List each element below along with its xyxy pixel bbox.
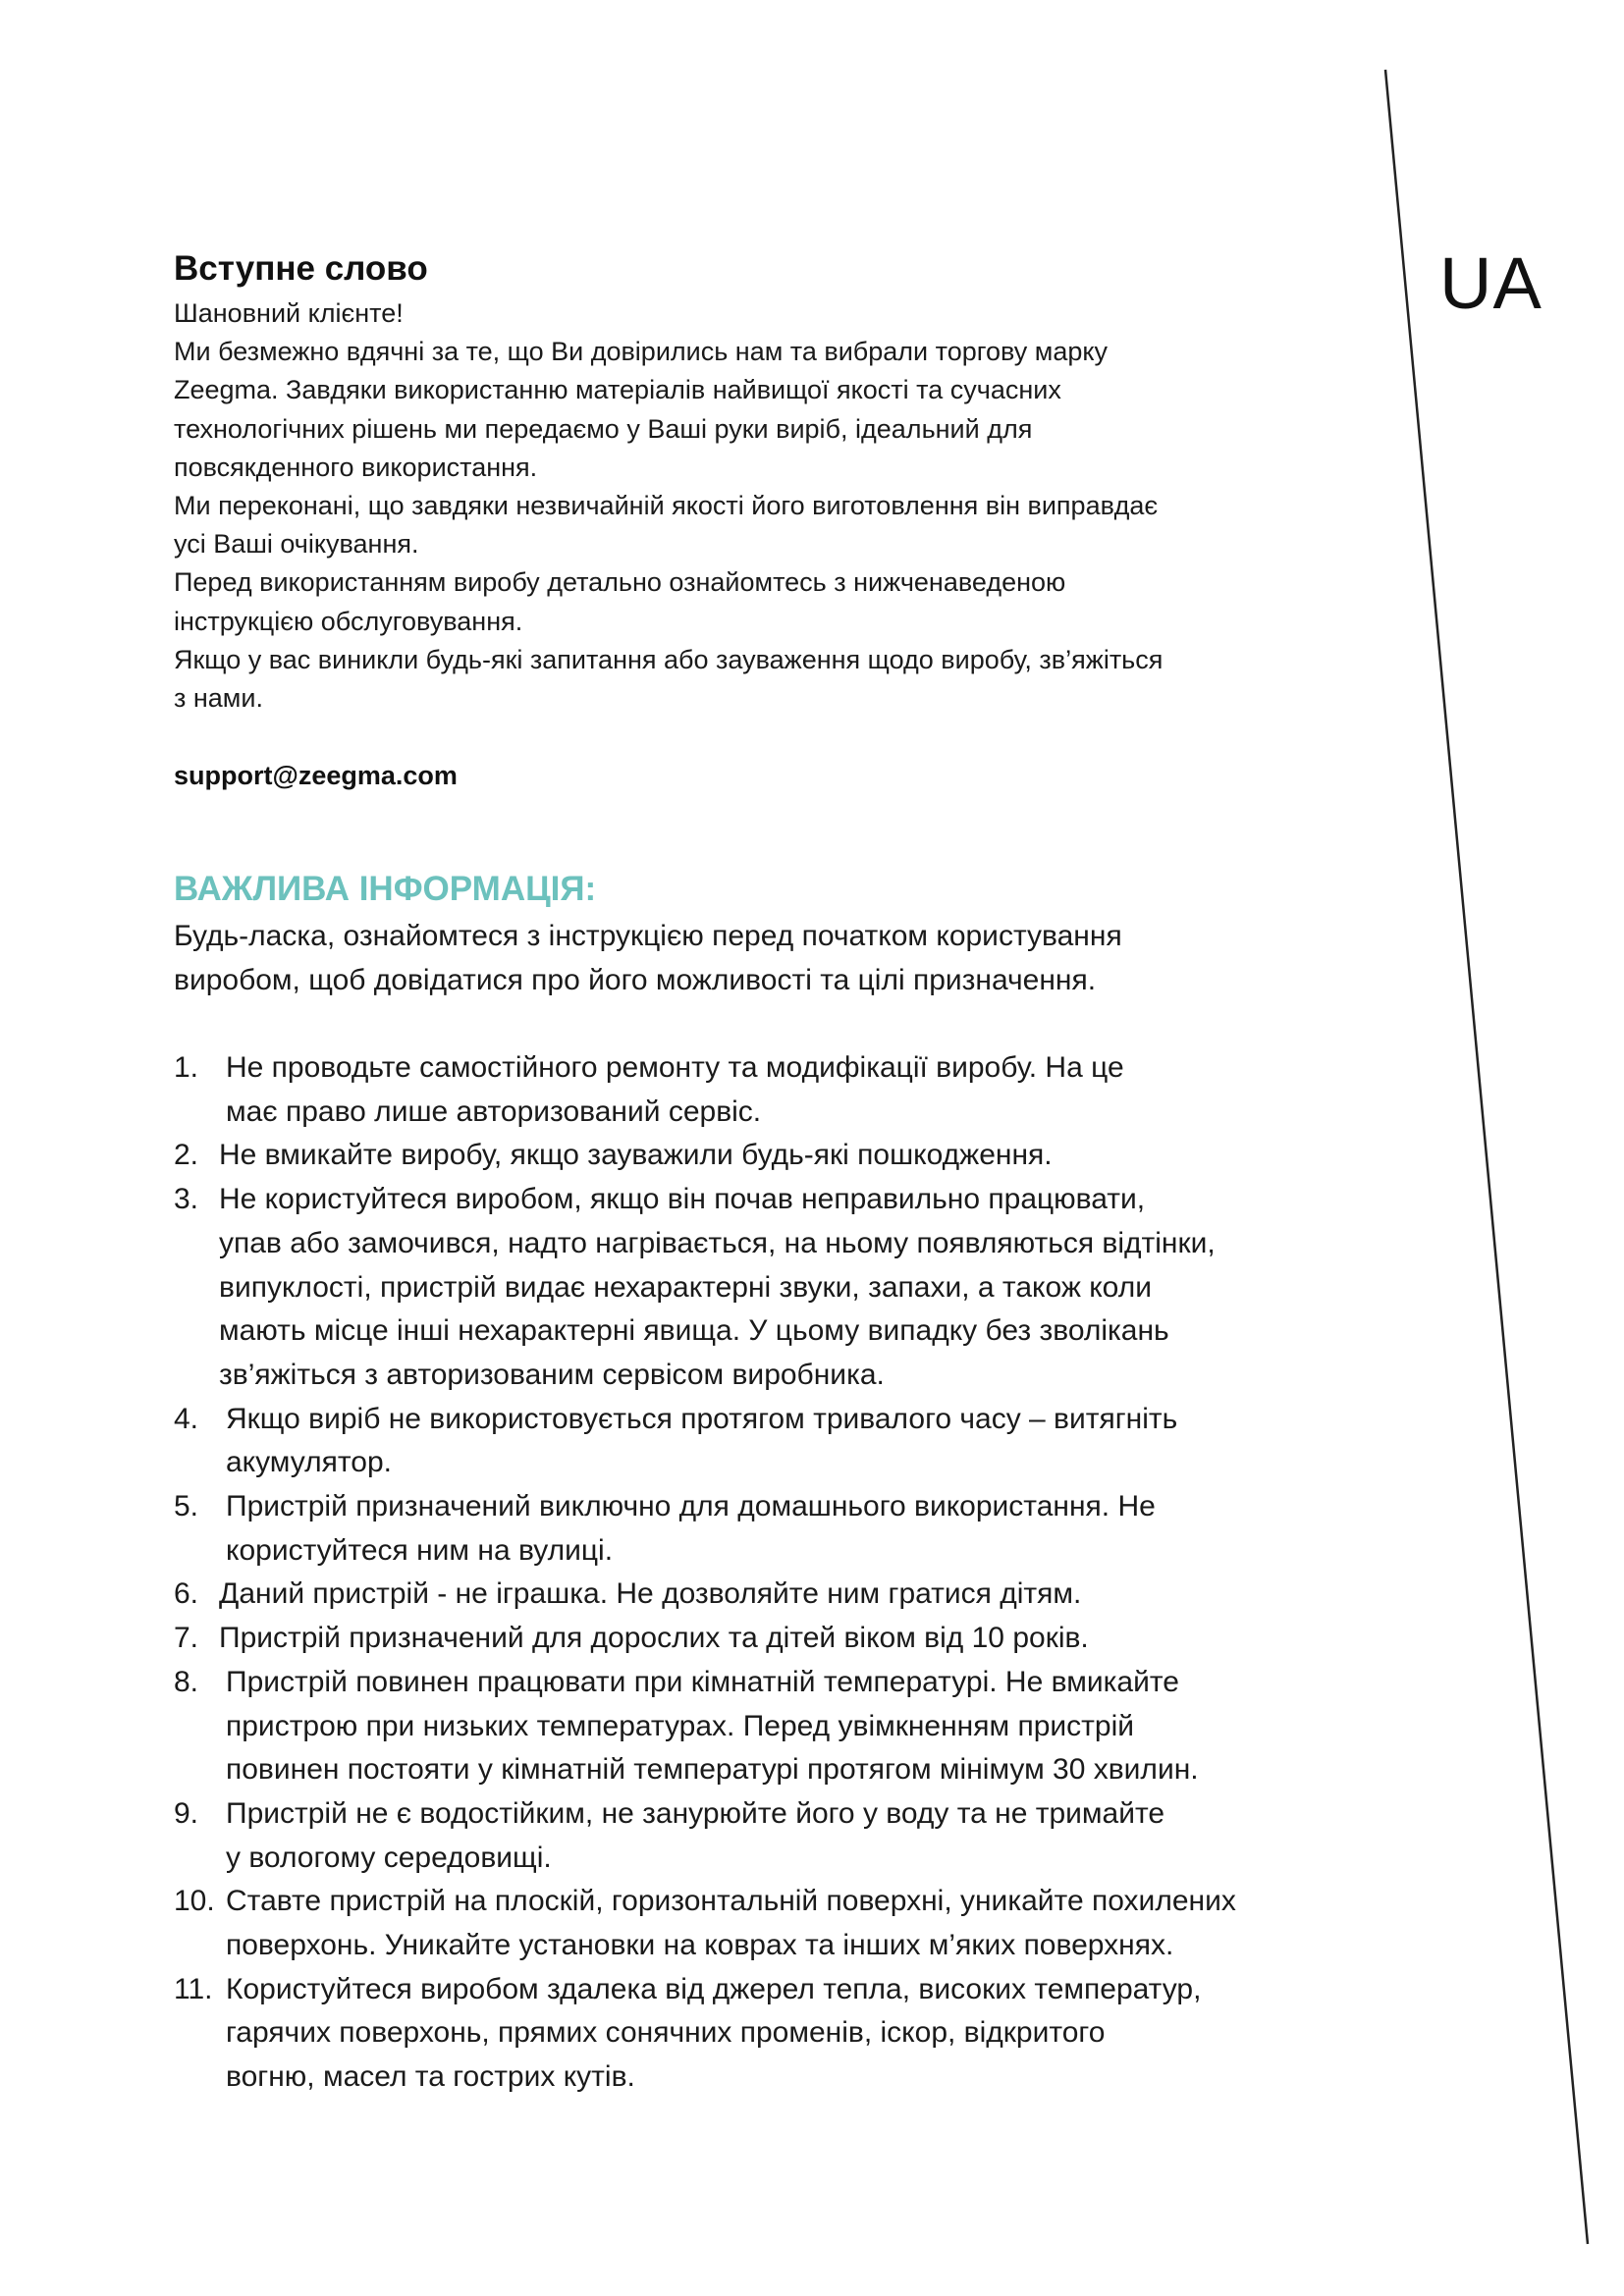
list-item	[174, 1178, 1236, 1398]
list-item	[174, 1661, 1236, 1792]
list-item-line: упав або замочився, надто нагрівається, на ньому появляються відтінки,	[219, 1226, 1216, 1259]
intro-line: Шановний клієнте!	[174, 298, 404, 328]
list-item-line: Якщо виріб не використовується протягом тривалого часу – витягніть	[226, 1402, 1178, 1435]
list-item	[174, 1968, 1236, 2100]
list-item	[174, 1046, 1236, 1134]
intro-line: повсякденного використання.	[174, 452, 538, 482]
list-item-number: 3.	[174, 1183, 199, 1216]
list-item-line: Пристрій призначений для дорослих та дітей віком від 10 років.	[219, 1622, 1089, 1655]
intro-line: Zeegma. Завдяки використанню матеріалів найвищої якості та сучасних	[174, 375, 1061, 405]
list-item-number: 6.	[174, 1577, 199, 1611]
list-item	[174, 1880, 1236, 1967]
intro-line: Перед використанням виробу детально ознайомтесь з нижченаведеною	[174, 567, 1066, 598]
safety-list	[174, 1046, 1236, 2100]
list-item-number: 11.	[174, 1972, 213, 2005]
list-item-line: Пристрій повинен працювати при кімнатній температурі. Не вмикайте	[226, 1665, 1179, 1698]
list-item-number: 1.	[174, 1051, 199, 1084]
lead-line: виробом, щоб довідатися про його можливості та цілі призначення.	[174, 963, 1097, 996]
list-item-line: у вологому середовищі.	[226, 1841, 552, 1874]
list-item-line: акумулятор.	[226, 1446, 392, 1479]
intro-line: усі Ваші очікування.	[174, 529, 419, 560]
intro-line: інструкцією обслуговування.	[174, 606, 523, 636]
intro-line: технологічних рішень ми передаємо у Ваші руки виріб, ідеальний для	[174, 413, 1033, 444]
list-item-line: Пристрій не є водостійким, не занурюйте його у воду та не тримайте	[226, 1796, 1165, 1830]
list-item	[174, 1134, 1236, 1178]
list-item-line: має право лише авторизований сервіс.	[226, 1095, 762, 1128]
list-item	[174, 1792, 1236, 1880]
important-lead-text	[174, 915, 1122, 1003]
support-email[interactable]: support@zeegma.com	[174, 761, 458, 790]
list-item	[174, 1398, 1236, 1485]
list-item-number: 10.	[174, 1885, 215, 1918]
language-code: UA	[1439, 242, 1543, 324]
list-item-line: Не вмикайте виробу, якщо зауважили будь-які пошкодження.	[219, 1139, 1053, 1172]
list-item-number: 7.	[174, 1622, 199, 1655]
list-item-line: пристрою при низьких температурах. Перед увімкненням пристрій	[226, 1709, 1134, 1742]
intro-line: Якщо у вас виникли будь-які запитання або зауваження щодо виробу, зв’яжіться	[174, 644, 1164, 674]
lead-line: Будь-ласка, ознайомтеся з інструкцією перед початком користування	[174, 920, 1122, 952]
list-item-line: вогню, масел та гострих кутів.	[226, 2060, 635, 2094]
list-item-line: зв’яжіться з авторизованим сервісом виробника.	[219, 1358, 885, 1391]
list-item-line: Ставте пристрій на плоскій, горизонтальній поверхні, уникайте похилених	[226, 1885, 1236, 1918]
list-item-number: 5.	[174, 1490, 199, 1523]
list-item-line: поверхонь. Уникайте установки на коврах та інших м’яких поверхнях.	[226, 1929, 1174, 1962]
list-item-line: гарячих поверхонь, прямих сонячних променів, іскор, відкритого	[226, 2016, 1106, 2050]
list-item-line: повинен постояти у кімнатній температурі протягом мінімум 30 хвилин.	[226, 1753, 1199, 1787]
list-item-number: 8.	[174, 1665, 199, 1698]
list-item	[174, 1573, 1236, 1617]
list-item-line: мають місце інші нехарактерні явища. У цьому випадку без зволікань	[219, 1314, 1169, 1348]
list-item-line: Не користуйтеся виробом, якщо він почав неправильно працювати,	[219, 1183, 1146, 1216]
list-item	[174, 1617, 1236, 1661]
list-item-line: випуклості, пристрій видає нехарактерні звуки, запахи, а також коли	[219, 1270, 1152, 1304]
intro-line: Ми безмежно вдячні за те, що Ви довірились нам та вибрали торгову марку	[174, 337, 1108, 367]
list-item-number: 4.	[174, 1402, 199, 1435]
important-heading: ВАЖЛИВА ІНФОРМАЦІЯ:	[174, 870, 597, 908]
list-item-line: користуйтеся ним на вулиці.	[226, 1533, 614, 1567]
list-item-line: Даний пристрій - не іграшка. Не дозволяйте ним гратися дітям.	[219, 1577, 1082, 1611]
intro-line: з нами.	[174, 683, 263, 714]
list-item-line: Не проводьте самостійного ремонту та модифікації виробу. На це	[226, 1051, 1124, 1084]
list-item-line: Пристрій призначений виключно для домашнього використання. Не	[226, 1490, 1156, 1523]
list-item-number: 2.	[174, 1139, 199, 1172]
intro-title: Вступне слово	[174, 249, 428, 288]
intro-text	[174, 294, 1163, 718]
list-item	[174, 1485, 1236, 1573]
list-item-number: 9.	[174, 1796, 199, 1830]
list-item-line: Користуйтеся виробом здалека від джерел тепла, високих температур,	[226, 1972, 1202, 2005]
intro-line: Ми переконані, що завдяки незвичайній якості його виготовлення він виправдає	[174, 491, 1159, 521]
